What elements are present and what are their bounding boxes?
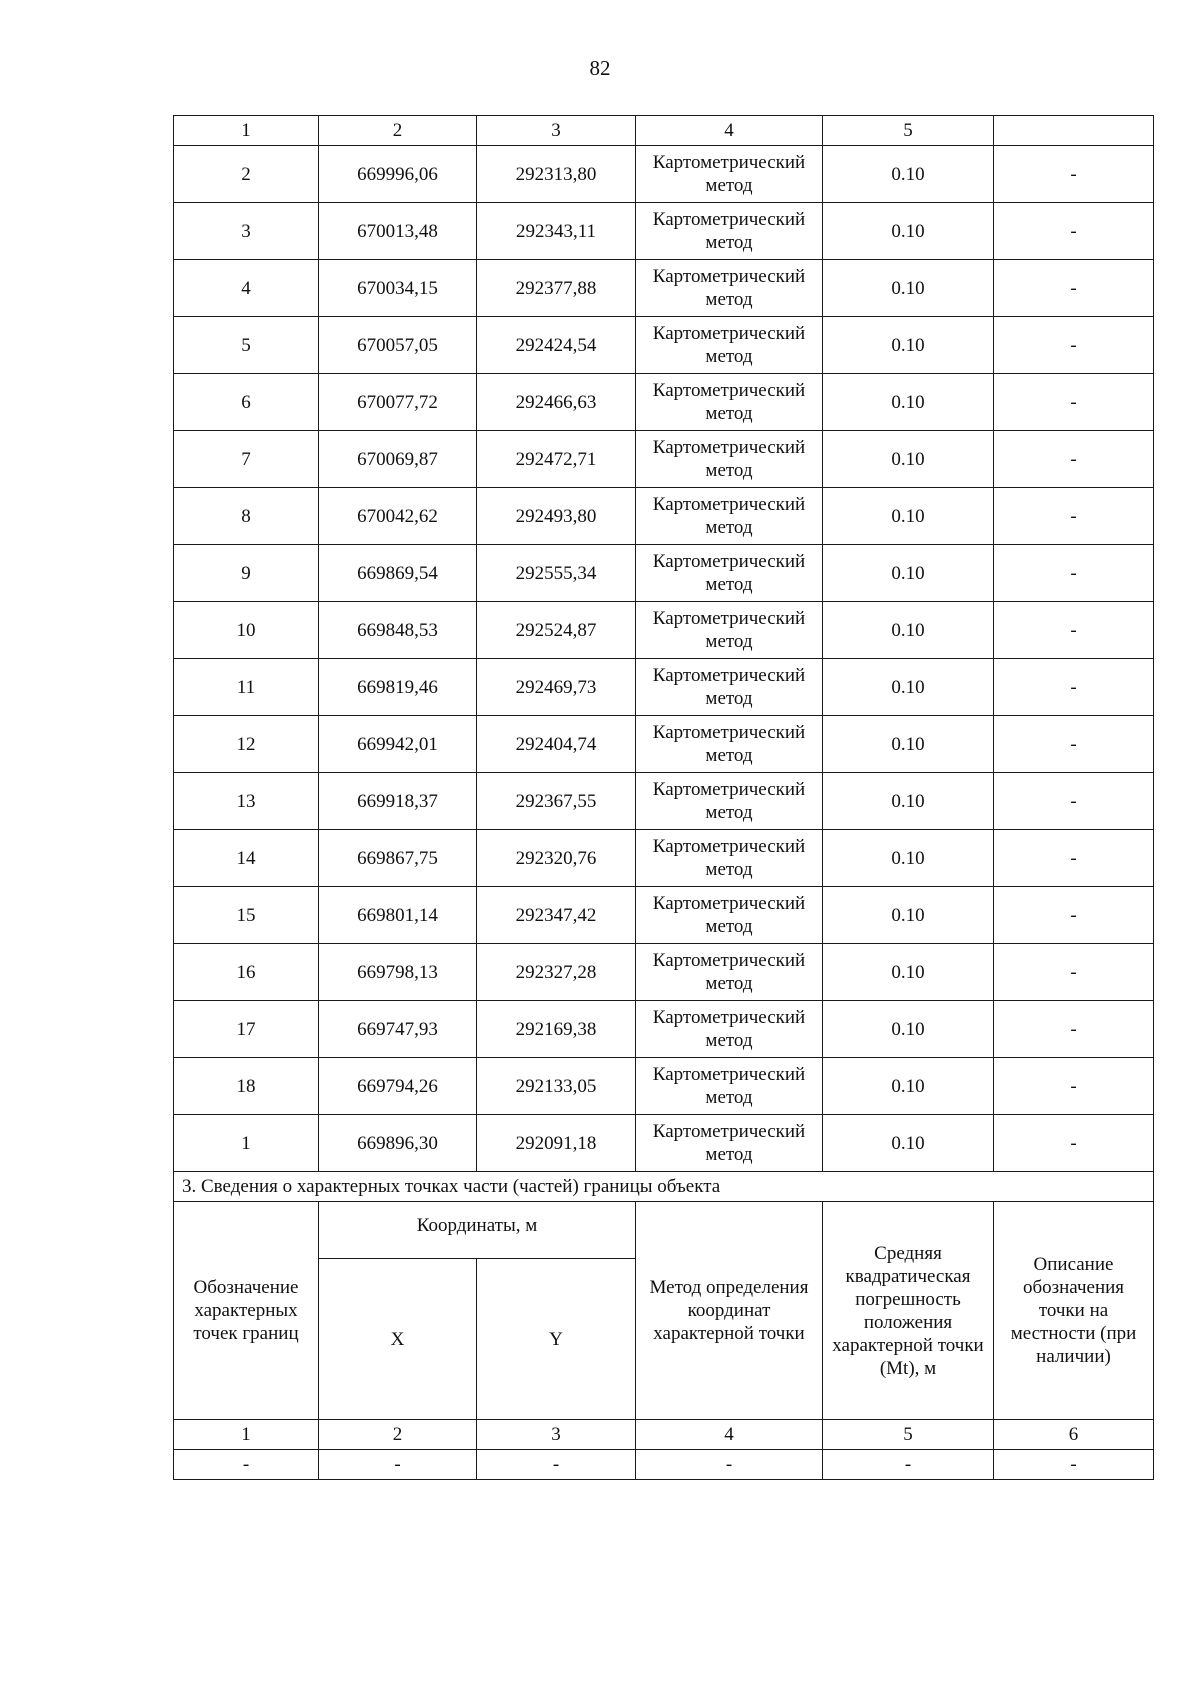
table-row (174, 374, 1154, 431)
header-x: X (319, 1259, 477, 1420)
method-cell: Картометрический метод (636, 602, 823, 659)
y-coordinate-cell: 292091,18 (477, 1115, 636, 1172)
mean-error-cell: 0.10 (823, 944, 994, 1001)
description-cell: - (994, 260, 1154, 317)
point-cell: 16 (174, 944, 319, 1001)
point-cell: 11 (174, 659, 319, 716)
table-row (174, 659, 1154, 716)
description-cell: - (994, 773, 1154, 830)
table-row (174, 260, 1154, 317)
description-cell: - (994, 1115, 1154, 1172)
point-cell: 9 (174, 545, 319, 602)
column-number: 4 (636, 1420, 823, 1450)
point-cell: 14 (174, 830, 319, 887)
column-number (994, 116, 1154, 146)
empty-cell: - (174, 1450, 319, 1480)
method-cell: Картометрический метод (636, 374, 823, 431)
y-coordinate-cell: 292404,74 (477, 716, 636, 773)
mean-error-cell: 0.10 (823, 659, 994, 716)
y-coordinate-cell: 292133,05 (477, 1058, 636, 1115)
description-cell: - (994, 317, 1154, 374)
x-coordinate-cell: 669798,13 (319, 944, 477, 1001)
description-cell: - (994, 146, 1154, 203)
point-cell: 8 (174, 488, 319, 545)
empty-cell: - (994, 1450, 1154, 1480)
mean-error-cell: 0.10 (823, 830, 994, 887)
coordinates-table-body (174, 116, 1154, 1172)
method-cell: Картометрический метод (636, 317, 823, 374)
point-cell: 3 (174, 203, 319, 260)
y-coordinate-cell: 292327,28 (477, 944, 636, 1001)
table-row (174, 887, 1154, 944)
table-row (174, 716, 1154, 773)
mean-error-cell: 0.10 (823, 1001, 994, 1058)
y-coordinate-cell: 292343,11 (477, 203, 636, 260)
description-cell: - (994, 545, 1154, 602)
method-cell: Картометрический метод (636, 203, 823, 260)
column-number: 1 (174, 1420, 319, 1450)
description-cell: - (994, 659, 1154, 716)
method-cell: Картометрический метод (636, 716, 823, 773)
y-coordinate-cell: 292169,38 (477, 1001, 636, 1058)
y-coordinate-cell: 292424,54 (477, 317, 636, 374)
method-cell: Картометрический метод (636, 659, 823, 716)
point-cell: 4 (174, 260, 319, 317)
point-cell: 13 (174, 773, 319, 830)
empty-cell: - (636, 1450, 823, 1480)
column-number: 5 (823, 1420, 994, 1450)
x-coordinate-cell: 669996,06 (319, 146, 477, 203)
section3-block (174, 1172, 1154, 1480)
table-row (174, 602, 1154, 659)
mean-error-cell: 0.10 (823, 146, 994, 203)
method-cell: Картометрический метод (636, 1058, 823, 1115)
method-cell: Картометрический метод (636, 773, 823, 830)
x-coordinate-cell: 669896,30 (319, 1115, 477, 1172)
header-coordinates: Координаты, м (319, 1202, 636, 1259)
table-row (174, 1058, 1154, 1115)
x-coordinate-cell: 670057,05 (319, 317, 477, 374)
point-cell: 15 (174, 887, 319, 944)
empty-cell: - (319, 1450, 477, 1480)
table-row (174, 545, 1154, 602)
column-number: 3 (477, 1420, 636, 1450)
column-number: 2 (319, 1420, 477, 1450)
section3-title-row (174, 1172, 1154, 1202)
method-cell: Картометрический метод (636, 1001, 823, 1058)
description-cell: - (994, 887, 1154, 944)
description-cell: - (994, 602, 1154, 659)
header-mean-error: Средняя квадратическая погрешность положения характерной точки (Mt), м (823, 1202, 994, 1420)
table-row (174, 1001, 1154, 1058)
mean-error-cell: 0.10 (823, 431, 994, 488)
section3-title: 3. Сведения о характерных точках части (частей) границы объекта (174, 1172, 1154, 1202)
method-cell: Картометрический метод (636, 1115, 823, 1172)
column-number: 3 (477, 116, 636, 146)
x-coordinate-cell: 670069,87 (319, 431, 477, 488)
table-row (174, 146, 1154, 203)
section3-header-row (174, 1202, 1154, 1259)
y-coordinate-cell: 292313,80 (477, 146, 636, 203)
description-cell: - (994, 830, 1154, 887)
point-cell: 18 (174, 1058, 319, 1115)
x-coordinate-cell: 669819,46 (319, 659, 477, 716)
x-coordinate-cell: 669801,14 (319, 887, 477, 944)
mean-error-cell: 0.10 (823, 773, 994, 830)
column-number: 4 (636, 116, 823, 146)
method-cell: Картометрический метод (636, 146, 823, 203)
header-point-designation: Обозначение характерных точек границ (174, 1202, 319, 1420)
x-coordinate-cell: 670034,15 (319, 260, 477, 317)
description-cell: - (994, 1058, 1154, 1115)
description-cell: - (994, 488, 1154, 545)
y-coordinate-cell: 292493,80 (477, 488, 636, 545)
y-coordinate-cell: 292377,88 (477, 260, 636, 317)
table-row (174, 488, 1154, 545)
y-coordinate-cell: 292466,63 (477, 374, 636, 431)
method-cell: Картометрический метод (636, 944, 823, 1001)
point-cell: 2 (174, 146, 319, 203)
column-number-row (174, 116, 1154, 146)
column-number: 2 (319, 116, 477, 146)
x-coordinate-cell: 669918,37 (319, 773, 477, 830)
section3-column-number-row (174, 1420, 1154, 1450)
method-cell: Картометрический метод (636, 830, 823, 887)
point-cell: 6 (174, 374, 319, 431)
description-cell: - (994, 1001, 1154, 1058)
mean-error-cell: 0.10 (823, 602, 994, 659)
description-cell: - (994, 203, 1154, 260)
mean-error-cell: 0.10 (823, 716, 994, 773)
y-coordinate-cell: 292367,55 (477, 773, 636, 830)
method-cell: Картометрический метод (636, 545, 823, 602)
table-row (174, 773, 1154, 830)
point-cell: 5 (174, 317, 319, 374)
table-row (174, 830, 1154, 887)
mean-error-cell: 0.10 (823, 374, 994, 431)
point-cell: 17 (174, 1001, 319, 1058)
x-coordinate-cell: 670077,72 (319, 374, 477, 431)
method-cell: Картометрический метод (636, 887, 823, 944)
mean-error-cell: 0.10 (823, 1058, 994, 1115)
table-row (174, 317, 1154, 374)
x-coordinate-cell: 669869,54 (319, 545, 477, 602)
x-coordinate-cell: 669848,53 (319, 602, 477, 659)
mean-error-cell: 0.10 (823, 260, 994, 317)
column-number: 5 (823, 116, 994, 146)
x-coordinate-cell: 669942,01 (319, 716, 477, 773)
y-coordinate-cell: 292472,71 (477, 431, 636, 488)
x-coordinate-cell: 669867,75 (319, 830, 477, 887)
method-cell: Картометрический метод (636, 260, 823, 317)
mean-error-cell: 0.10 (823, 317, 994, 374)
x-coordinate-cell: 669747,93 (319, 1001, 477, 1058)
empty-cell: - (823, 1450, 994, 1480)
table-row (174, 1115, 1154, 1172)
header-y: Y (477, 1259, 636, 1420)
description-cell: - (994, 431, 1154, 488)
coordinates-table (173, 115, 1154, 1480)
table-row (174, 944, 1154, 1001)
header-method: Метод определения координат характерной точки (636, 1202, 823, 1420)
section3-empty-row (174, 1450, 1154, 1480)
mean-error-cell: 0.10 (823, 488, 994, 545)
point-cell: 1 (174, 1115, 319, 1172)
point-cell: 10 (174, 602, 319, 659)
y-coordinate-cell: 292347,42 (477, 887, 636, 944)
mean-error-cell: 0.10 (823, 545, 994, 602)
table-row (174, 431, 1154, 488)
method-cell: Картометрический метод (636, 431, 823, 488)
x-coordinate-cell: 670013,48 (319, 203, 477, 260)
page-number: 82 (589, 56, 611, 80)
description-cell: - (994, 716, 1154, 773)
column-number: 6 (994, 1420, 1154, 1450)
x-coordinate-cell: 669794,26 (319, 1058, 477, 1115)
description-cell: - (994, 374, 1154, 431)
point-cell: 7 (174, 431, 319, 488)
y-coordinate-cell: 292469,73 (477, 659, 636, 716)
x-coordinate-cell: 670042,62 (319, 488, 477, 545)
mean-error-cell: 0.10 (823, 203, 994, 260)
y-coordinate-cell: 292555,34 (477, 545, 636, 602)
empty-cell: - (477, 1450, 636, 1480)
mean-error-cell: 0.10 (823, 887, 994, 944)
mean-error-cell: 0.10 (823, 1115, 994, 1172)
description-cell: - (994, 944, 1154, 1001)
point-cell: 12 (174, 716, 319, 773)
y-coordinate-cell: 292524,87 (477, 602, 636, 659)
method-cell: Картометрический метод (636, 488, 823, 545)
column-number: 1 (174, 116, 319, 146)
header-description: Описание обозначения точки на местности (при наличии) (994, 1202, 1154, 1420)
table-row (174, 203, 1154, 260)
y-coordinate-cell: 292320,76 (477, 830, 636, 887)
